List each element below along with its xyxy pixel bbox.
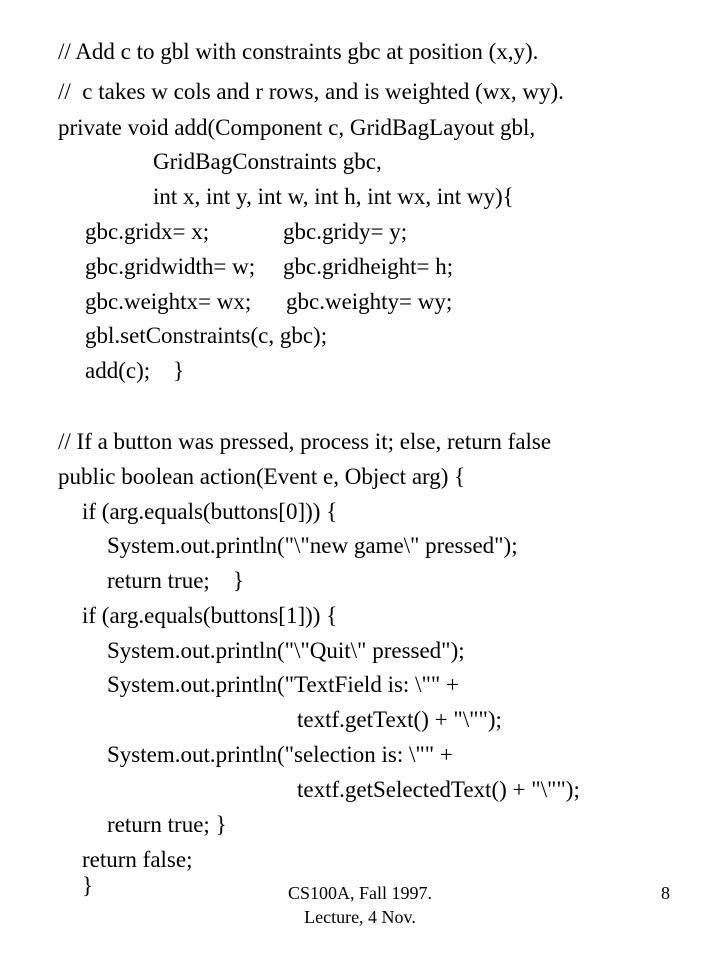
code-line: int x, int y, int w, int h, int wx, int wy){ [153,184,514,209]
code-segment: gbc.weighty= wy; [286,289,453,314]
code-line: // If a button was pressed, process it; else, return false [58,429,552,454]
footer-course-title: CS100A, Fall 1997. [287,883,433,903]
page-number: 8 [661,883,670,903]
code-line: textf.getText() + "\""); [297,707,502,732]
code-line: System.out.println("TextField is: \"" + [107,672,459,697]
code-line: System.out.println("\"new game\" pressed"); [107,533,518,558]
code-line: private void add(Component c, GridBagLayout gbl, [58,115,536,140]
code-line: if (arg.equals(buttons[1])) { [82,603,338,628]
footer-lecture-date: Lecture, 4 Nov. [304,907,416,927]
code-line: // Add c to gbl with constraints gbc at position (x,y). [58,39,539,64]
code-segment: gbc.gridx= x; [85,219,210,244]
code-segment: gbc.gridy= y; [283,219,408,244]
code-line: if (arg.equals(buttons[0])) { [82,499,338,524]
code-segment: gbc.gridheight= h; [283,254,454,279]
code-line: gbl.setConstraints(c, gbc); [85,323,328,348]
code-line: GridBagConstraints gbc, [153,149,382,174]
code-line: } [82,873,94,898]
code-line: return false; [82,847,193,872]
code-line: System.out.println("selection is: \"" + [107,742,453,767]
code-segment: gbc.weightx= wx; [85,289,252,314]
code-line: return true; } [107,812,227,837]
code-line: public boolean action(Event e, Object arg) { [58,464,466,489]
code-line: System.out.println("\"Quit\" pressed"); [107,638,465,663]
code-line: // c takes w cols and r rows, and is weighted (wx, wy). [58,79,564,104]
code-line: textf.getSelectedText() + "\""); [297,777,580,802]
code-line: add(c); } [85,358,185,383]
code-line: return true; } [107,568,244,593]
code-segment: gbc.gridwidth= w; [85,254,256,279]
